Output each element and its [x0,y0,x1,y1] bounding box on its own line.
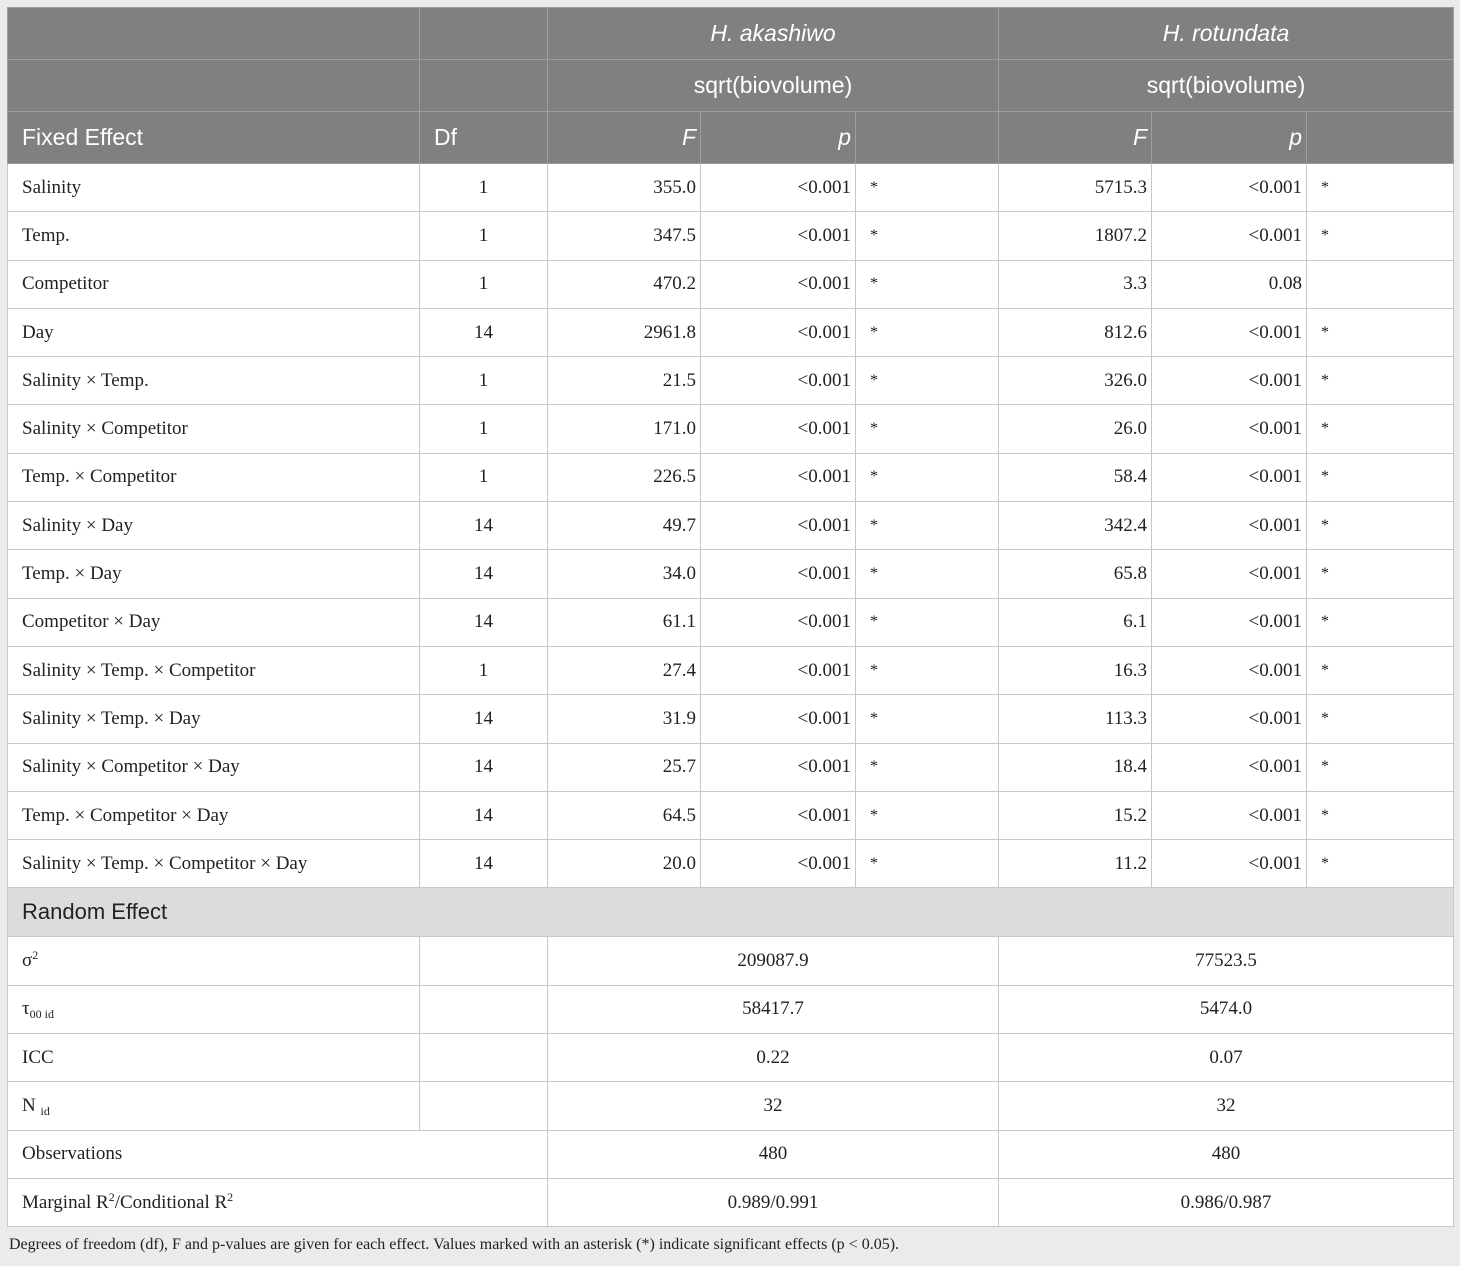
p-value-b: 0.08 [1152,260,1307,308]
effect-name: Salinity × Temp. × Competitor [8,646,420,694]
sigma2-value-b: 77523.5 [999,937,1454,985]
significance-b: * [1307,164,1454,212]
df-value: 1 [420,212,548,260]
tau-sub: 00 id [29,1007,54,1022]
significance-a: * [856,308,999,356]
p-value-b: <0.001 [1152,695,1307,743]
significance-b: * [1307,212,1454,260]
p-value-b: <0.001 [1152,502,1307,550]
df-value: 14 [420,550,548,598]
p-value-a: <0.001 [701,308,856,356]
header-blank [420,60,548,112]
table-row [8,598,1454,646]
table-row [8,791,1454,839]
significance-a: * [856,453,999,501]
effect-name: Temp. × Competitor × Day [8,791,420,839]
p-value-b: <0.001 [1152,791,1307,839]
f-value-b: 15.2 [999,791,1152,839]
effect-name: Salinity × Temp. × Competitor × Day [8,840,420,888]
effect-name: Competitor × Day [8,598,420,646]
anova-table [7,7,1454,1227]
random-effect-section-row [8,888,1454,937]
effect-name: Temp. [8,212,420,260]
header-blank [8,8,420,60]
measure-a-header: sqrt(biovolume) [548,60,999,112]
df-value: 14 [420,598,548,646]
icc-label: ICC [8,1034,420,1082]
p-value-a: <0.001 [701,502,856,550]
significance-b [1307,260,1454,308]
random-effect-label: Random Effect [8,888,1454,937]
significance-a: * [856,212,999,260]
df-value: 14 [420,308,548,356]
p-value-a: <0.001 [701,260,856,308]
p-value-b: <0.001 [1152,550,1307,598]
sigma2-label [8,937,420,985]
r2-value-a: 0.989/0.991 [548,1178,999,1226]
blank-cell [420,1034,548,1082]
f-value-b: 3.3 [999,260,1152,308]
effect-name: Salinity × Competitor [8,405,420,453]
blank-cell [420,985,548,1033]
df-value: 1 [420,405,548,453]
f-value-b: 1807.2 [999,212,1152,260]
fixed-effect-column-header: Fixed Effect [8,112,420,164]
tau00-value-a: 58417.7 [548,985,999,1033]
header-blank [420,8,548,60]
f-value-b: 26.0 [999,405,1152,453]
table-row [8,164,1454,212]
significance-a: * [856,791,999,839]
effect-name: Salinity × Temp. × Day [8,695,420,743]
effect-name: Salinity [8,164,420,212]
df-value: 14 [420,695,548,743]
significance-b: * [1307,598,1454,646]
significance-a: * [856,840,999,888]
n-sub: id [40,1103,50,1118]
n-symbol: N [22,1094,36,1116]
significance-a: * [856,598,999,646]
f-value-a: 21.5 [548,357,701,405]
f-value-b: 326.0 [999,357,1152,405]
df-value: 14 [420,502,548,550]
blank-cell [420,1082,548,1130]
tau00-value-b: 5474.0 [999,985,1454,1033]
significance-a: * [856,405,999,453]
observations-label: Observations [8,1130,548,1178]
p-value-b: <0.001 [1152,164,1307,212]
f-value-a: 61.1 [548,598,701,646]
f-value-a: 470.2 [548,260,701,308]
f-value-b: 16.3 [999,646,1152,694]
p-a-column-header: p [701,112,856,164]
p-value-b: <0.001 [1152,212,1307,260]
r2-label-part1: Marginal R [22,1191,109,1213]
n-id-label [8,1082,420,1130]
f-value-b: 18.4 [999,743,1152,791]
measure-b-header: sqrt(biovolume) [999,60,1454,112]
p-value-a: <0.001 [701,598,856,646]
r2-value-b: 0.986/0.987 [999,1178,1454,1226]
f-value-a: 25.7 [548,743,701,791]
icc-row [8,1034,1454,1082]
p-value-a: <0.001 [701,212,856,260]
significance-a: * [856,743,999,791]
significance-a: * [856,357,999,405]
p-value-a: <0.001 [701,840,856,888]
p-value-b: <0.001 [1152,308,1307,356]
table-row [8,550,1454,598]
f-value-b: 5715.3 [999,164,1152,212]
significance-a: * [856,646,999,694]
f-value-a: 171.0 [548,405,701,453]
f-value-b: 11.2 [999,840,1152,888]
significance-a: * [856,502,999,550]
sigma2-row [8,937,1454,985]
p-value-a: <0.001 [701,357,856,405]
r2-row [8,1178,1454,1226]
table-row [8,260,1454,308]
p-value-b: <0.001 [1152,405,1307,453]
p-value-b: <0.001 [1152,357,1307,405]
df-value: 14 [420,791,548,839]
p-value-a: <0.001 [701,453,856,501]
p-b-column-header: p [1152,112,1307,164]
effect-name: Competitor [8,260,420,308]
significance-b: * [1307,840,1454,888]
df-value: 14 [420,743,548,791]
fixed-effects-body [8,164,1454,888]
table-row [8,502,1454,550]
significance-b: * [1307,743,1454,791]
table-row [8,453,1454,501]
f-value-b: 342.4 [999,502,1152,550]
df-column-header: Df [420,112,548,164]
df-value: 1 [420,646,548,694]
p-value-b: <0.001 [1152,840,1307,888]
tau00-row [8,985,1454,1033]
table-row [8,840,1454,888]
species-a-header: H. akashiwo [548,8,999,60]
blank-cell [420,937,548,985]
sig-b-column-header [1307,112,1454,164]
table-row [8,212,1454,260]
significance-a: * [856,260,999,308]
p-value-a: <0.001 [701,550,856,598]
f-value-a: 31.9 [548,695,701,743]
p-value-a: <0.001 [701,646,856,694]
significance-b: * [1307,308,1454,356]
table-row [8,357,1454,405]
significance-a: * [856,550,999,598]
species-b-header: H. rotundata [999,8,1454,60]
f-value-a: 226.5 [548,453,701,501]
df-value: 1 [420,164,548,212]
observations-row [8,1130,1454,1178]
table-row [8,695,1454,743]
p-value-b: <0.001 [1152,598,1307,646]
n-id-value-b: 32 [999,1082,1454,1130]
f-value-b: 6.1 [999,598,1152,646]
f-value-b: 812.6 [999,308,1152,356]
tau00-label [8,985,420,1033]
n-id-value-a: 32 [548,1082,999,1130]
icc-value-b: 0.07 [999,1034,1454,1082]
p-value-b: <0.001 [1152,453,1307,501]
significance-b: * [1307,502,1454,550]
p-value-a: <0.001 [701,791,856,839]
sigma2-value-a: 209087.9 [548,937,999,985]
f-value-b: 113.3 [999,695,1152,743]
r2-sup2: 2 [227,1189,234,1204]
df-value: 1 [420,357,548,405]
observations-value-b: 480 [999,1130,1454,1178]
p-value-b: <0.001 [1152,743,1307,791]
effect-name: Temp. × Day [8,550,420,598]
significance-b: * [1307,405,1454,453]
n-id-row [8,1082,1454,1130]
anova-table-container [7,7,1453,1227]
f-a-column-header: F [548,112,701,164]
significance-a: * [856,164,999,212]
f-b-column-header: F [999,112,1152,164]
sigma-symbol: σ [22,950,33,972]
r2-label-part2: /Conditional R [114,1191,228,1213]
significance-a: * [856,695,999,743]
f-value-a: 347.5 [548,212,701,260]
p-value-a: <0.001 [701,405,856,453]
p-value-a: <0.001 [701,743,856,791]
effect-name: Temp. × Competitor [8,453,420,501]
table-row [8,308,1454,356]
df-value: 1 [420,260,548,308]
sigma-sup: 2 [32,948,39,963]
p-value-b: <0.001 [1152,646,1307,694]
table-footnote: Degrees of freedom (df), F and p-values are given for each effect. Values marked with an asterisk (*) indicate significant effects (p < 0.05). [9,1236,900,1253]
observations-value-a: 480 [548,1130,999,1178]
tau-symbol: τ [22,998,30,1020]
table-row [8,405,1454,453]
df-value: 14 [420,840,548,888]
effect-name: Salinity × Temp. [8,357,420,405]
f-value-a: 2961.8 [548,308,701,356]
significance-b: * [1307,550,1454,598]
significance-b: * [1307,453,1454,501]
header-blank [8,60,420,112]
effect-name: Day [8,308,420,356]
significance-b: * [1307,695,1454,743]
f-value-a: 64.5 [548,791,701,839]
random-effects-body [8,888,1454,1227]
significance-b: * [1307,646,1454,694]
f-value-a: 49.7 [548,502,701,550]
f-value-b: 58.4 [999,453,1152,501]
r2-label [8,1178,548,1226]
table-row [8,743,1454,791]
r2-sup1: 2 [108,1189,115,1204]
f-value-a: 34.0 [548,550,701,598]
sig-a-column-header [856,112,999,164]
effect-name: Salinity × Day [8,502,420,550]
f-value-a: 20.0 [548,840,701,888]
p-value-a: <0.001 [701,164,856,212]
table-header [8,8,1454,164]
f-value-b: 65.8 [999,550,1152,598]
effect-name: Salinity × Competitor × Day [8,743,420,791]
icc-value-a: 0.22 [548,1034,999,1082]
significance-b: * [1307,357,1454,405]
f-value-a: 355.0 [548,164,701,212]
df-value: 1 [420,453,548,501]
f-value-a: 27.4 [548,646,701,694]
significance-b: * [1307,791,1454,839]
table-row [8,646,1454,694]
p-value-a: <0.001 [701,695,856,743]
